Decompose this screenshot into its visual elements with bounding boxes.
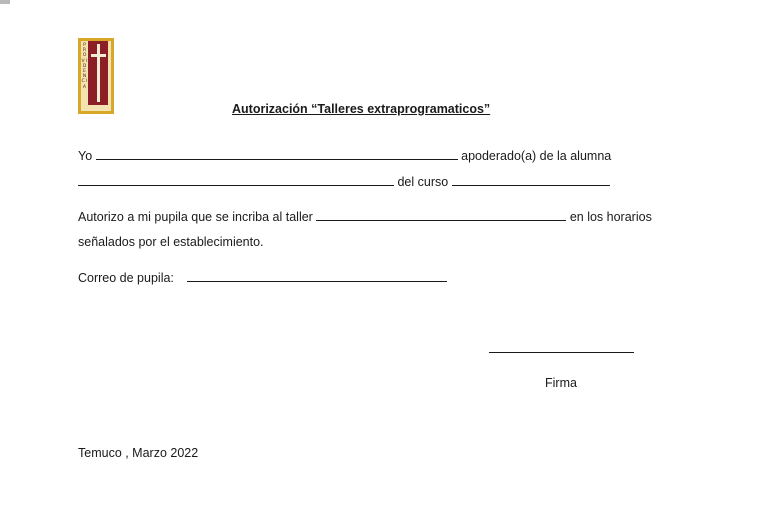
student-name-blank[interactable]: [78, 174, 394, 186]
email-label: Correo de pupila:: [78, 271, 174, 285]
workshop-blank[interactable]: [316, 209, 566, 221]
place-date: Temuco , Marzo 2022: [78, 446, 199, 460]
signature-line[interactable]: [489, 352, 634, 353]
email-blank[interactable]: [187, 270, 447, 282]
guardian-name-blank[interactable]: [96, 148, 458, 160]
yo-label: Yo: [78, 149, 93, 163]
document-title: Autorización “Talleres extraprogramaticos”: [232, 102, 491, 116]
school-logo: [78, 38, 114, 114]
form-line-3: [78, 209, 652, 224]
authorize-text: Autorizo a mi pupila que se incriba al taller: [78, 210, 313, 224]
email-line: [78, 270, 447, 285]
signature-label: Firma: [545, 376, 577, 390]
corner-artifact: [0, 0, 10, 4]
form-line-1: [78, 148, 611, 163]
logo-lettering: P R O V I D E N C I A: [81, 43, 88, 90]
form-line-4: [78, 235, 264, 249]
establishment-text: señalados por el establecimiento.: [78, 235, 264, 249]
course-blank[interactable]: [452, 174, 610, 186]
form-line-2: [78, 174, 610, 189]
course-label: del curso: [397, 175, 449, 189]
guardian-label: apoderado(a) de la alumna: [461, 149, 612, 163]
schedule-text: en los horarios: [569, 210, 652, 224]
